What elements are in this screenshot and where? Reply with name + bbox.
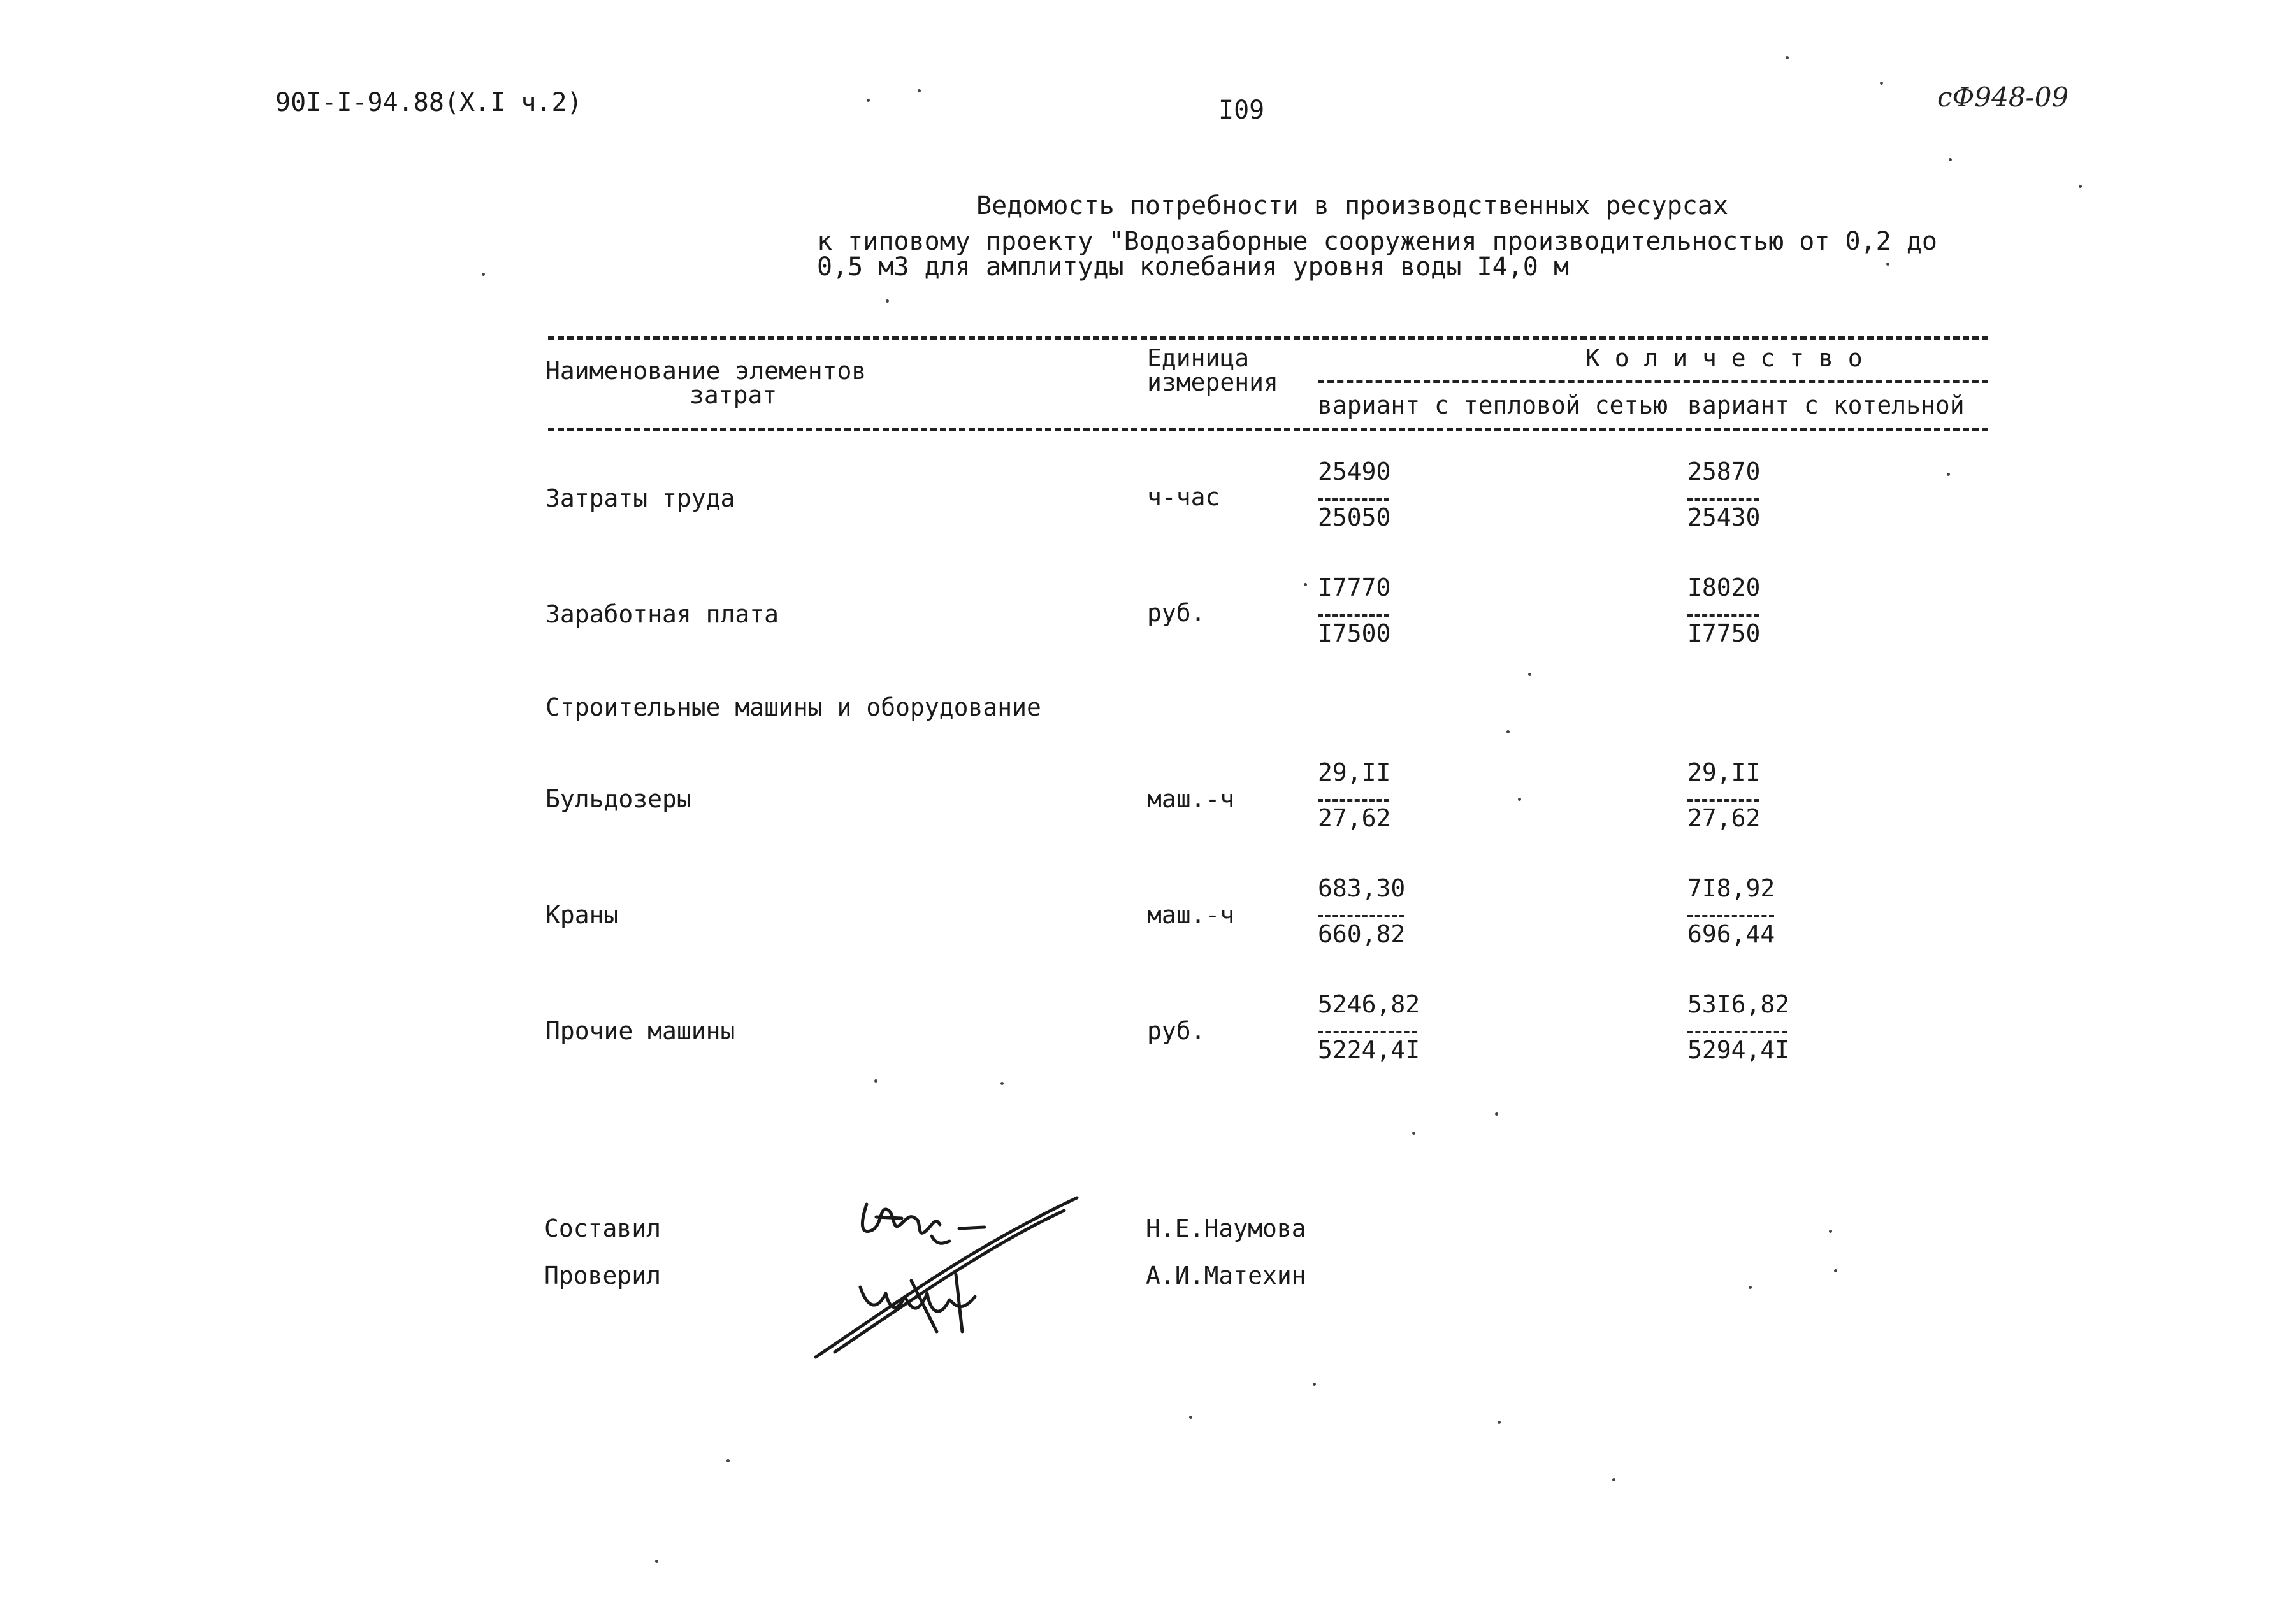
scan-speck [1304, 583, 1307, 586]
variant1-top-value: 683,30 [1318, 874, 1406, 902]
column-header-unit-cont: измерения [1147, 368, 1278, 396]
scan-speck [1528, 673, 1531, 676]
scan-speck [1000, 1082, 1004, 1085]
variant2-top-value: 53I6,82 [1687, 990, 1790, 1018]
variant1-top-value: I7770 [1318, 573, 1391, 601]
variant1-top-value: 25490 [1318, 457, 1391, 486]
scan-speck [1313, 1383, 1316, 1386]
fraction-line [1687, 1031, 1787, 1033]
row-unit: маш.-ч [1147, 785, 1235, 813]
fraction-line [1687, 915, 1774, 917]
variant1-top-value: 5246,82 [1318, 990, 1420, 1018]
variant2-bottom-value: I7750 [1687, 619, 1761, 647]
document-subtitle-line2: 0,5 м3 для амплитуды колебания уровня воды I4,0 м [817, 252, 1570, 282]
variant1-top-value: 29,II [1318, 758, 1391, 786]
variant2-top-value: 25870 [1687, 457, 1761, 486]
scan-speck [1189, 1416, 1192, 1419]
row-unit: ч-час [1147, 483, 1220, 511]
column-header-quantity: К о л и ч е с т в о [1585, 344, 1863, 372]
scan-speck [482, 273, 485, 276]
scan-speck [1749, 1286, 1752, 1289]
scan-speck [1412, 1132, 1415, 1135]
scan-speck [867, 99, 870, 102]
row-name: Затраты труда [545, 484, 735, 512]
row-unit: руб. [1147, 1017, 1206, 1045]
scan-speck [655, 1560, 658, 1563]
row-unit: маш.-ч [1147, 901, 1235, 929]
variant2-bottom-value: 5294,4I [1687, 1036, 1790, 1064]
table-header-bottom-rule [548, 428, 1988, 431]
row-name: Бульдозеры [545, 785, 691, 813]
scan-speck [1518, 798, 1521, 801]
fraction-line [1318, 498, 1389, 501]
scan-speck [1880, 82, 1883, 85]
table-top-rule [548, 336, 1988, 340]
variant1-bottom-value: 27,62 [1318, 804, 1391, 832]
variant1-bottom-value: I7500 [1318, 619, 1391, 647]
compiled-by-label: Составил [544, 1214, 661, 1242]
scan-speck [918, 89, 921, 92]
quantity-subheader-rule [1318, 380, 1988, 383]
fraction-line [1318, 799, 1389, 802]
scan-speck [1834, 1269, 1837, 1272]
scan-speck [1886, 263, 1889, 266]
archive-stamp: сФ948-09 [1937, 82, 2069, 113]
fraction-line [1318, 915, 1404, 917]
row-name: Заработная плата [545, 600, 779, 628]
scan-speck [1498, 1421, 1501, 1424]
scan-speck [1947, 473, 1950, 476]
fraction-line [1318, 614, 1389, 617]
document-code: 90I-I-94.88(X.I ч.2) [275, 88, 582, 117]
variant2-top-value: I8020 [1687, 573, 1761, 601]
row-name: Прочие машины [545, 1017, 735, 1045]
variant1-bottom-value: 5224,4I [1318, 1036, 1420, 1064]
fraction-line [1687, 614, 1759, 617]
scan-speck [886, 299, 889, 303]
fraction-line [1318, 1031, 1417, 1033]
row-name: Краны [545, 901, 619, 929]
checked-by-label: Проверил [544, 1262, 661, 1290]
section-heading-machines: Строительные машины и оборудование [545, 693, 1041, 721]
variant1-bottom-value: 660,82 [1318, 920, 1406, 948]
scan-speck [1786, 56, 1789, 59]
variant2-bottom-value: 27,62 [1687, 804, 1761, 832]
column-header-name-cont: затрат [690, 381, 777, 409]
document-subtitle-line1: к типовому проекту "Водозаборные сооружения производительностью от 0,2 до [817, 227, 1937, 256]
scan-speck [1949, 158, 1952, 161]
fraction-line [1687, 799, 1759, 802]
page-number: I09 [1218, 96, 1265, 125]
variant2-bottom-value: 25430 [1687, 503, 1761, 531]
scan-speck [1495, 1112, 1498, 1116]
scan-speck [1612, 1478, 1615, 1481]
row-unit: руб. [1147, 599, 1206, 627]
variant2-top-value: 7I8,92 [1687, 874, 1775, 902]
checked-by-name: А.И.Матехин [1146, 1262, 1306, 1290]
scan-speck [2079, 185, 2082, 188]
scan-speck [1506, 730, 1510, 733]
compiled-by-name: Н.Е.Наумова [1146, 1214, 1306, 1242]
column-header-variant-boiler: вариант с котельной [1687, 391, 1965, 419]
scan-speck [1829, 1230, 1832, 1233]
variant2-top-value: 29,II [1687, 758, 1761, 786]
variant1-bottom-value: 25050 [1318, 503, 1391, 531]
handwritten-signatures [765, 1185, 1096, 1376]
column-header-variant-heating-network: вариант с тепловой сетью [1318, 391, 1668, 419]
column-header-unit: Единица [1147, 344, 1250, 372]
fraction-line [1687, 498, 1759, 501]
scan-speck [874, 1079, 877, 1083]
column-header-name: Наименование элементов [545, 357, 867, 385]
scan-speck [726, 1459, 730, 1462]
document-title: Ведомость потребности в производственных ресурсах [976, 191, 1729, 220]
variant2-bottom-value: 696,44 [1687, 920, 1775, 948]
